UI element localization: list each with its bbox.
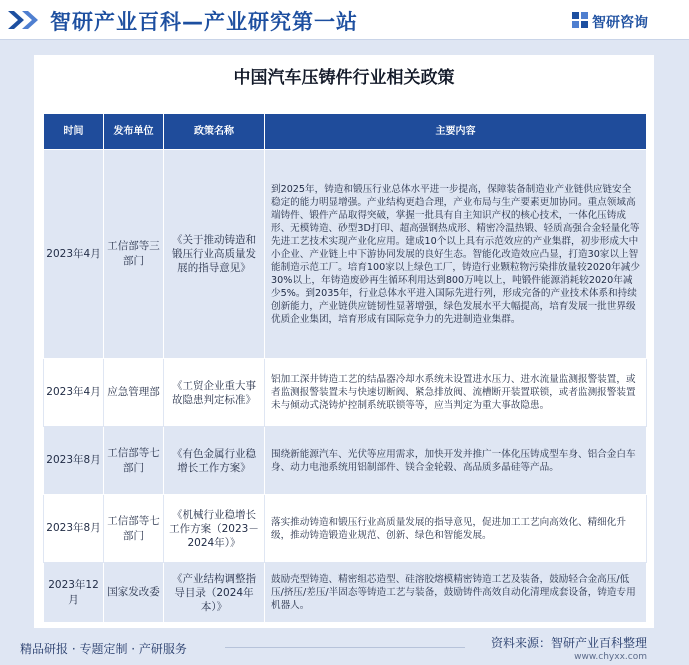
- card-title: 中国汽车压铸件行业相关政策: [233, 68, 455, 88]
- footer-url: www.chyxx.com: [574, 652, 647, 662]
- table-header-row: [44, 114, 647, 150]
- cell-policy-name: 《工贸企业重大事故隐患判定标准》: [164, 359, 265, 427]
- cell-date: 2023年12月: [44, 563, 104, 623]
- cell-policy-name: 《机械行业稳增长工作方案（2023－2024年）》: [164, 495, 265, 563]
- cell-content: 到2025年，铸造和锻压行业总体水平进一步提高，保障装备制造业产业链供应链安全稳定的能力明显增强。产业结构更趋合理，产业布局与生产要素更加协同。重点领域高端铸件、锻件产品取得突破，掌握一批具有自主知识产权的核心技术，一体化压铸成形、无模铸造、砂型3D打印、超高强钢热成形、精密冷温热锻、轻质高强合金轻量化等先进工艺技术实现产业化应用。建成10个以上具有示范效应的产业集群，初步形成大中小企业、产业链上中下游协同发展的良好生态。智能化改造效应凸显，打造30家以上智能制造示范工厂。培育100家以上绿色工厂，铸造行业颗粒物污染排放量较2020年减少30%以上，年铸造废砂再生循环利用达到800万吨以上，吨锻件能源消耗较2020年减少5%。到2035年，行业总体水平进入国际先进行列，形成完备的产业技术体系和持续创新能力，产业链供应链韧性显著增强，绿色发展水平大幅提高，培育发展一批世界级优质企业集团，培育形成有国际竞争力的先进制造业集群。: [265, 150, 647, 359]
- footer-services: 精品研报 · 专题定制 · 产研服务: [20, 642, 187, 656]
- cell-dept: 国家发改委: [104, 563, 164, 623]
- site-title: 智研产业百科—产业研究第一站: [50, 10, 358, 34]
- cell-dept: 工信部等三部门: [104, 150, 164, 359]
- cell-dept: 应急管理部: [104, 359, 164, 427]
- cell-dept: 工信部等七部门: [104, 495, 164, 563]
- header-bar: [0, 0, 689, 40]
- cell-policy-name: 《产业结构调整指导目录（2024年本）》: [164, 563, 265, 623]
- policy-table: [43, 113, 647, 623]
- footer-source: 资料来源：智研产业百科整理: [490, 636, 647, 650]
- cell-policy-name: 《有色金属行业稳增长工作方案》: [164, 427, 265, 495]
- policy-card: [34, 55, 654, 628]
- brand-logo-icon: [571, 11, 589, 29]
- chevron-arrows-icon: [6, 8, 44, 32]
- brand-name: 智研咨询: [592, 15, 648, 31]
- footer-divider: [225, 647, 465, 648]
- cell-content: 鼓励壳型铸造、精密组芯造型、硅溶胶熔模精密铸造工艺及装备，鼓励轻合金高压/低压/挤压/差压/半固态等铸造工艺与装备，鼓励铸件高效自动化清理成套设备，铸造专用机器人。: [265, 563, 647, 623]
- cell-content: 铝加工深井铸造工艺的结晶器冷却水系统未设置进水压力、进水流量监测报警装置，或者监测报警装置未与快速切断阀、紧急排放阀、流槽断开装置联锁，或者监测报警装置未与倾动式浇铸炉控制系统联锁等等，应当判定为重大事故隐患。: [265, 359, 647, 427]
- table-row: [44, 427, 647, 495]
- cell-date: 2023年8月: [44, 427, 104, 495]
- column-header-dept: 发布单位: [104, 114, 164, 150]
- cell-date: 2023年4月: [44, 359, 104, 427]
- table-row: [44, 563, 647, 623]
- column-header-name: 政策名称: [164, 114, 265, 150]
- table-row: [44, 150, 647, 359]
- footer: [0, 630, 689, 665]
- column-header-content: 主要内容: [265, 114, 647, 150]
- table-row: [44, 495, 647, 563]
- cell-dept: 工信部等七部门: [104, 427, 164, 495]
- cell-content: 落实推动铸造和锻压行业高质量发展的指导意见，促进加工工艺向高效化、精细化升级，推动铸造锻造业规范、创新、绿色和智能发展。: [265, 495, 647, 563]
- table-row: [44, 359, 647, 427]
- cell-date: 2023年4月: [44, 150, 104, 359]
- cell-policy-name: 《关于推动铸造和锻压行业高质量发展的指导意见》: [164, 150, 265, 359]
- cell-content: 围绕新能源汽车、光伏等应用需求，加快开发并推广一体化压铸成型车身、铝合金白车身、动力电池系统用铝制部件、镁合金轮毂、高品质多晶硅等产品。: [265, 427, 647, 495]
- cell-date: 2023年8月: [44, 495, 104, 563]
- column-header-date: 时间: [44, 114, 104, 150]
